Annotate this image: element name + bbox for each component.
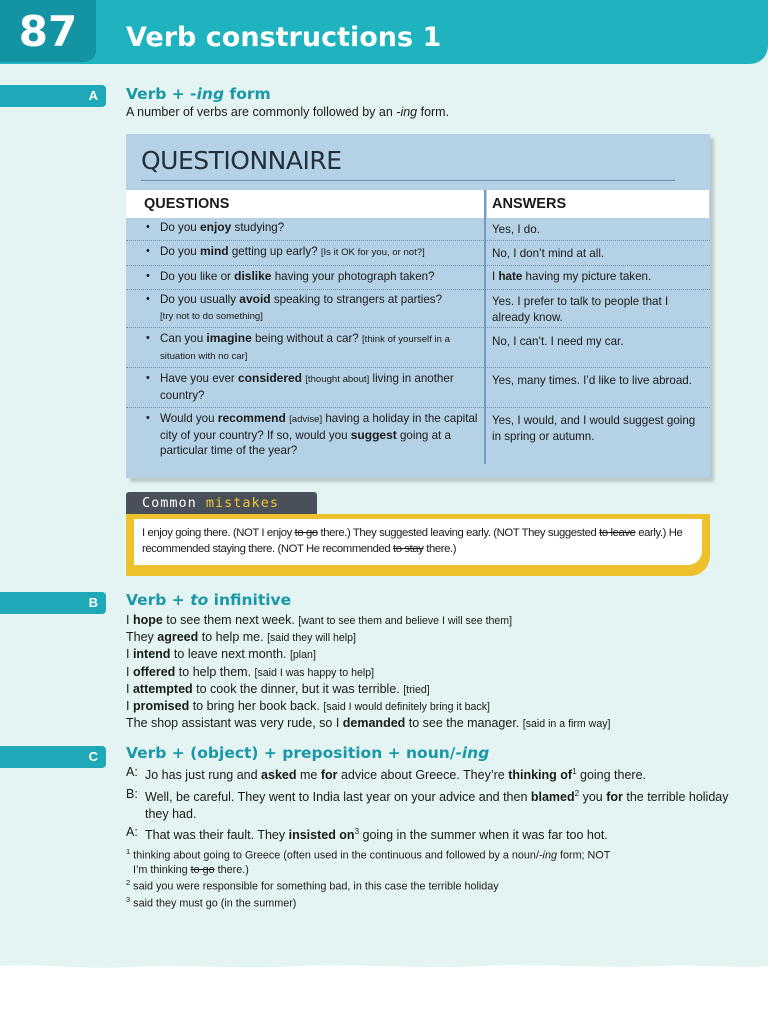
answers-header: ANSWERS (487, 190, 709, 218)
questionnaire-title: QUESTIONNAIRE (141, 146, 342, 175)
answer-row: Yes, I would, and I would suggest going in spring or autumn. (492, 414, 696, 443)
section-b-heading: Verb + to infinitive (126, 591, 292, 609)
question-row: • Do you usually avoid speaking to strangers at parties? [try not to do something] (146, 292, 443, 322)
section-a-tab: A (0, 85, 106, 107)
answer-row: Yes. I prefer to talk to people that I already know. (492, 295, 669, 324)
unit-title: Verb constructions 1 (126, 22, 442, 53)
question-row: • Do you enjoy studying? (146, 220, 285, 234)
row-separator (126, 240, 710, 241)
row-separator (126, 407, 710, 408)
unit-number: 87 (0, 0, 96, 62)
common-mistakes-label: Common mistakes (126, 492, 317, 514)
common-mistakes-text: I enjoy going there. (NOT I enjoy to go there.) They suggested leaving early. (NOT They suggested to leave early.) He recommended staying there. (NOT He recommended to stay there.) (134, 519, 702, 565)
footnote-1: $^1$ thinking about going to Greece (often used in the continuous and followed by a noun/-ing form; NOT I’m thinking to go there.) (126, 847, 611, 876)
example-line: They agreed to help me. [said they will help] (126, 630, 356, 645)
example-line: The shop assistant was very rude, so I demanded to see the manager. [said in a firm way] (126, 716, 611, 731)
row-separator (126, 367, 710, 368)
section-b-examples (126, 612, 736, 732)
answer-row: No, I can’t. I need my car. (492, 335, 624, 348)
section-a-intro: A number of verbs are commonly followed by an -ing form. (126, 105, 450, 119)
dialogue-line-a2: A: That was their fault. They insisted $on^3$ going in the summer when it was far too hot. (126, 825, 608, 843)
question-row: • Can you imagine being without a car? [think of yourself in a situation with no car] (146, 331, 450, 362)
example-line: I attempted to cook the dinner, but it was terrible. [tried] (126, 681, 430, 696)
section-a-heading: Verb + -ing form (126, 85, 271, 103)
row-separator (126, 265, 710, 266)
question-row: • Would you recommend [advise] having a holiday in the capital city of your country? If so, would you suggest going at a particular time of the year? (146, 411, 478, 457)
example-line: I offered to help them. [said I was happy to help] (126, 664, 375, 679)
common-mistakes-box (126, 514, 710, 576)
footnote-3: $^3$ said they must go (in the summer) (126, 895, 297, 910)
questions-header: QUESTIONS (126, 190, 484, 218)
title-underline (141, 180, 675, 181)
answer-row: No, I don’t mind at all. (492, 247, 605, 260)
row-separator (126, 289, 710, 290)
questionnaire-card (126, 134, 710, 478)
example-line: I promised to bring her book back. [said I would definitely bring it back] (126, 699, 490, 714)
question-row: • Do you mind getting up early? [Is it OK for you, or not?] (146, 244, 425, 258)
example-line: I intend to leave next month. [plan] (126, 647, 316, 662)
example-line: I hope to see them next week. [want to see them and believe I will see them] (126, 613, 513, 627)
dialogue-line-a1: A: Jo has just rung and asked me for advice about Greece. They’re thinking $of^1$ going there. (126, 765, 647, 783)
dialogue-line-b1: B: Well, be careful. They went to India last year on your advice and then blamed$^2$ you for the terrible holiday they had. (126, 787, 729, 821)
footnote-2: $^2$ said you were responsible for something bad, in this case the terrible holiday (126, 878, 499, 893)
question-row: • Do you like or dislike having your photograph taken? (146, 269, 435, 283)
section-c-tab: C (0, 746, 106, 768)
row-separator (126, 327, 710, 328)
answer-row: I hate having my picture taken. (492, 270, 652, 283)
section-c-heading: Verb + (object) + preposition + noun/-ing (126, 744, 490, 762)
answer-row: Yes, many times. I’d like to live abroad. (492, 374, 692, 387)
question-row: • Have you ever considered [thought about] living in another country? (146, 371, 454, 402)
answer-row: Yes, I do. (492, 223, 540, 236)
torn-page-edge (0, 958, 768, 982)
section-b-tab: B (0, 592, 106, 614)
